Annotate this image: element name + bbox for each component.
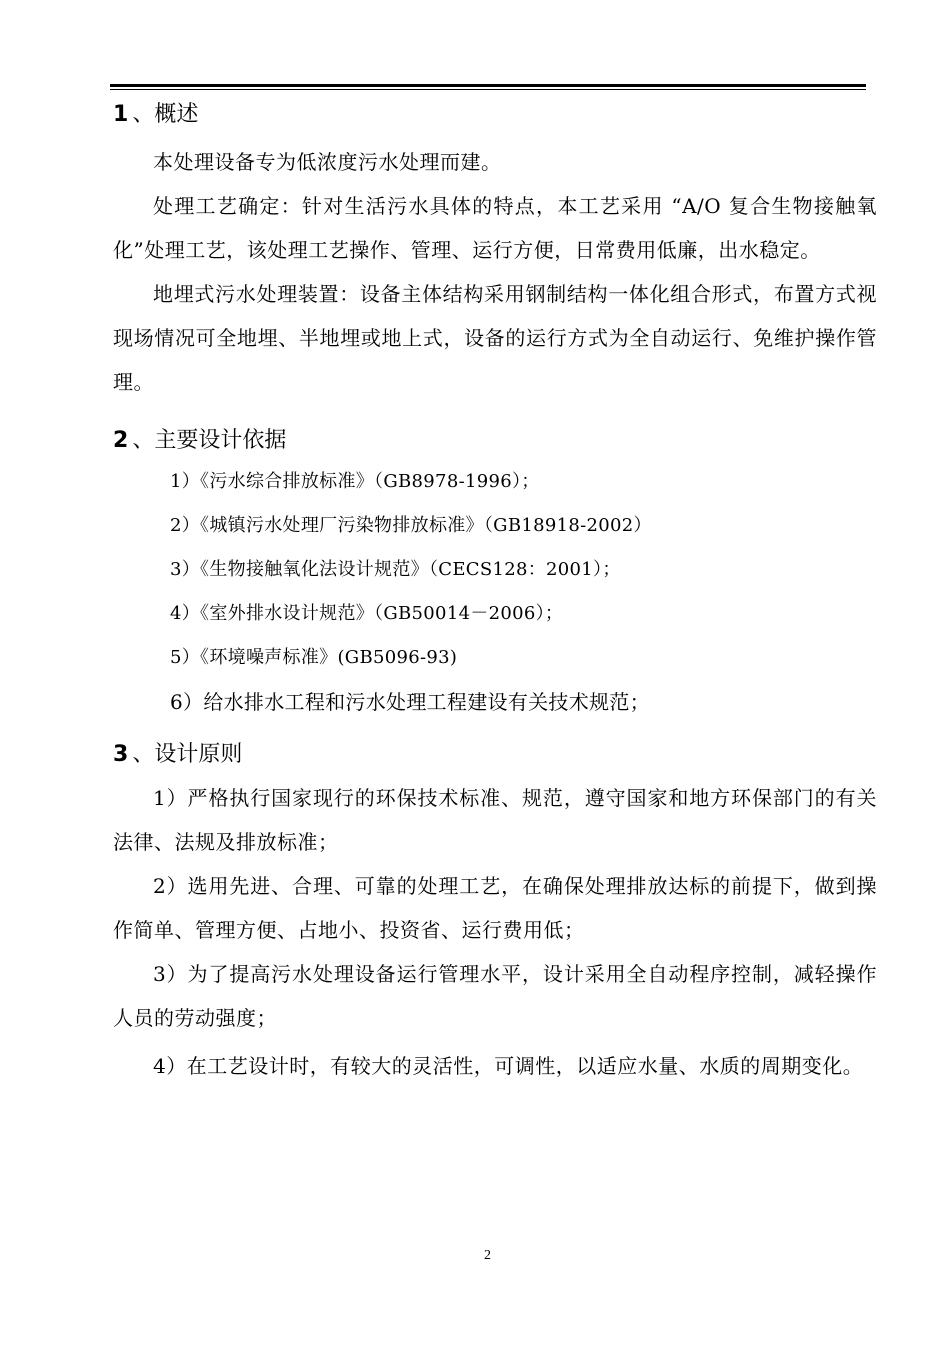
list-item: 5）《环境噪声标准》(GB5096-93) [170, 647, 458, 668]
list-item: 6）给水排水工程和污水处理工程建设有关技术规范； [170, 690, 650, 714]
section-title: 、主要设计依据 [132, 428, 287, 453]
paragraph: 2）选用先进、合理、可靠的处理工艺，在确保处理排放达标的前提下，做到操作简单、管理方便、占地小、投资省、运行费用低； [113, 874, 877, 942]
list-item: 2）《城镇污水处理厂污染物排放标准》（GB18918-2002） [170, 515, 652, 536]
section-number: 3 [113, 742, 129, 767]
section-heading-design-principles [113, 740, 877, 770]
page-number: 2 [484, 1248, 491, 1263]
document-body [113, 92, 877, 1088]
paragraph: 1）严格执行国家现行的环保技术标准、规范，遵守国家和地方环保部门的有关法律、法规及排放标准； [113, 786, 877, 854]
section-title: 、设计原则 [132, 742, 243, 767]
paragraph: 4）在工艺设计时，有较大的灵活性，可调性，以适应水量、水质的周期变化。 [153, 1054, 864, 1078]
paragraph: 地埋式污水处理装置：设备主体结构采用钢制结构一体化组合形式，布置方式视现场情况可全地埋、半地埋或地上式，设备的运行方式为全自动运行、免维护操作管理。 [113, 282, 877, 394]
section-heading-design-basis [113, 426, 877, 456]
list-item: 1）《污水综合排放标准》（GB8978-1996）； [170, 471, 540, 492]
section-number: 1 [113, 102, 129, 127]
list-item: 4）《室外排水设计规范》（GB50014－2006）； [170, 603, 564, 624]
list-item: 3）《生物接触氧化法设计规范》（CECS128：2001）； [170, 559, 621, 580]
header-rule [110, 84, 866, 87]
section-number: 2 [113, 428, 129, 453]
section-title: 、概述 [132, 102, 199, 127]
paragraph: 本处理设备专为低浓度污水处理而建。 [153, 150, 502, 174]
paragraph: 3）为了提高污水处理设备运行管理水平，设计采用全自动程序控制，减轻操作人员的劳动强度； [113, 962, 877, 1030]
paragraph: 处理工艺确定：针对生活污水具体的特点，本工艺采用 “A/O 复合生物接触氧化”处理工艺，该处理工艺操作、管理、运行方便，日常费用低廉，出水稳定。 [113, 194, 877, 262]
section-heading-overview [113, 100, 877, 130]
